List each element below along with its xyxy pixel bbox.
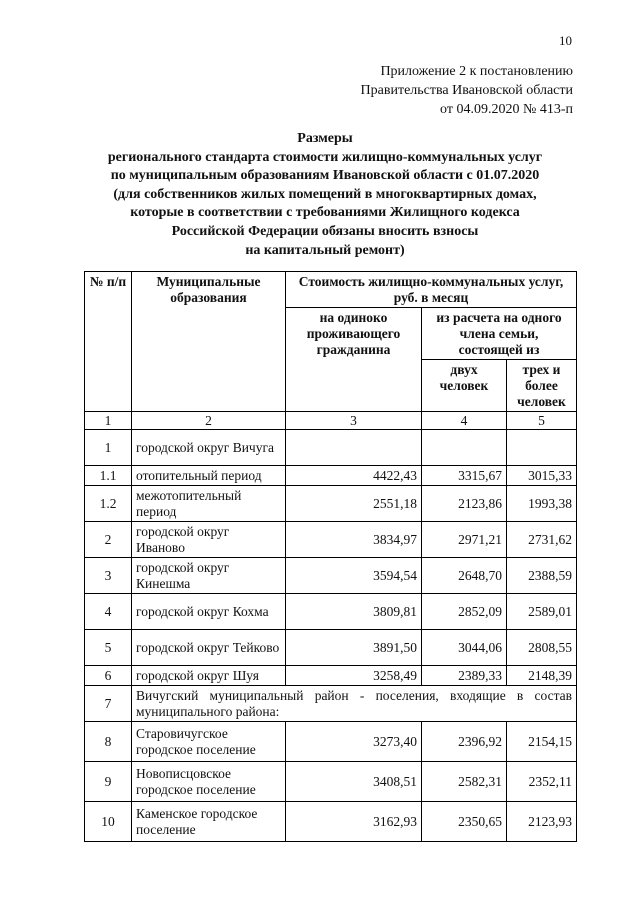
appendix-line: от 04.09.2020 № 413-п bbox=[440, 102, 573, 117]
row-number: 7 bbox=[85, 686, 132, 722]
header-two: двух человек bbox=[422, 360, 507, 412]
row-number: 10 bbox=[85, 802, 132, 842]
column-number: 1 bbox=[85, 412, 132, 430]
row-number: 1.2 bbox=[85, 486, 132, 522]
row-number: 8 bbox=[85, 722, 132, 762]
title-line: на капитальный ремонт) bbox=[245, 242, 405, 258]
cost-single: 2551,18 bbox=[286, 486, 422, 522]
title-line: Российской Федерации обязаны вносить взносы bbox=[171, 223, 479, 239]
cost-two: 2350,65 bbox=[422, 802, 507, 842]
cost-two bbox=[422, 430, 507, 466]
row-number: 5 bbox=[85, 630, 132, 666]
row-number: 4 bbox=[85, 594, 132, 630]
table-row bbox=[85, 522, 577, 558]
cost-three: 2123,93 bbox=[507, 802, 577, 842]
section-heading: Вичугский муниципальный район - поселения, входящие в состав муниципального района: bbox=[132, 686, 577, 722]
table-row bbox=[85, 630, 577, 666]
cost-three: 2148,39 bbox=[507, 666, 577, 686]
table-row bbox=[85, 762, 577, 802]
row-number: 3 bbox=[85, 558, 132, 594]
cost-three: 2388,59 bbox=[507, 558, 577, 594]
row-number: 1 bbox=[85, 430, 132, 466]
cost-single: 3258,49 bbox=[286, 666, 422, 686]
document-title bbox=[60, 130, 590, 260]
cost-single bbox=[286, 430, 422, 466]
municipality-name: городской округ Иваново bbox=[132, 522, 286, 558]
municipality-name: Каменское городское поселение bbox=[132, 802, 286, 842]
municipality-name: отопительный период bbox=[132, 466, 286, 486]
cost-two: 3315,67 bbox=[422, 466, 507, 486]
table-row bbox=[85, 666, 577, 686]
table-row bbox=[85, 558, 577, 594]
cost-three: 3015,33 bbox=[507, 466, 577, 486]
municipality-name: городской округ Тейково bbox=[132, 630, 286, 666]
column-number-row bbox=[85, 412, 577, 430]
cost-two: 2389,33 bbox=[422, 666, 507, 686]
cost-single: 3834,97 bbox=[286, 522, 422, 558]
cost-single: 4422,43 bbox=[286, 466, 422, 486]
cost-three: 2154,15 bbox=[507, 722, 577, 762]
table-row bbox=[85, 594, 577, 630]
municipality-name: городской округ Кинешма bbox=[132, 558, 286, 594]
row-number: 6 bbox=[85, 666, 132, 686]
municipality-name: Новописцовское городское поселение bbox=[132, 762, 286, 802]
cost-single: 3162,93 bbox=[286, 802, 422, 842]
cost-three: 2808,55 bbox=[507, 630, 577, 666]
column-number: 2 bbox=[132, 412, 286, 430]
header-row bbox=[85, 272, 577, 308]
cost-three bbox=[507, 430, 577, 466]
row-number: 2 bbox=[85, 522, 132, 558]
cost-three: 1993,38 bbox=[507, 486, 577, 522]
table-row bbox=[85, 430, 577, 466]
cost-three: 2589,01 bbox=[507, 594, 577, 630]
municipality-name: Старовичугское городское поселение bbox=[132, 722, 286, 762]
column-number: 4 bbox=[422, 412, 507, 430]
cost-single: 3594,54 bbox=[286, 558, 422, 594]
row-number: 1.1 bbox=[85, 466, 132, 486]
column-number: 5 bbox=[507, 412, 577, 430]
cost-two: 2648,70 bbox=[422, 558, 507, 594]
cost-single: 3273,40 bbox=[286, 722, 422, 762]
cost-two: 2396,92 bbox=[422, 722, 507, 762]
title-line: Размеры bbox=[297, 131, 353, 146]
table-row bbox=[85, 486, 577, 522]
municipality-name: городской округ Вичуга bbox=[132, 430, 286, 466]
municipality-name: городской округ Шуя bbox=[132, 666, 286, 686]
rates-table bbox=[84, 271, 577, 842]
municipality-name: городской округ Кохма bbox=[132, 594, 286, 630]
page-number: 10 bbox=[559, 33, 572, 48]
cost-three: 2731,62 bbox=[507, 522, 577, 558]
row-number: 9 bbox=[85, 762, 132, 802]
table-row bbox=[85, 686, 577, 722]
cost-two: 2971,21 bbox=[422, 522, 507, 558]
cost-two: 2582,31 bbox=[422, 762, 507, 802]
cost-two: 3044,06 bbox=[422, 630, 507, 666]
title-line: которые в соответствии с требованиями Жилищного кодекса bbox=[130, 205, 520, 221]
header-per-member: из расчета на одного члена семьи, состоящей из bbox=[422, 308, 577, 360]
title-line: по муниципальным образованиям Ивановской области с 01.07.2020 bbox=[110, 168, 540, 184]
cost-single: 3891,50 bbox=[286, 630, 422, 666]
header-single: на одиноко проживающего гражданина bbox=[286, 308, 422, 412]
title-line: (для собственников жилых помещений в многоквартирных домах, bbox=[113, 186, 537, 202]
cost-two: 2123,86 bbox=[422, 486, 507, 522]
header-num: № п/п bbox=[85, 272, 132, 412]
appendix-note bbox=[361, 62, 573, 119]
appendix-line: Приложение 2 к постановлению bbox=[380, 64, 573, 79]
column-number: 3 bbox=[286, 412, 422, 430]
cost-single: 3809,81 bbox=[286, 594, 422, 630]
header-three: трех и более человек bbox=[507, 360, 577, 412]
table-row bbox=[85, 466, 577, 486]
title-line: регионального стандарта стоимости жилищно-коммунальных услуг bbox=[107, 149, 543, 165]
cost-single: 3408,51 bbox=[286, 762, 422, 802]
cost-two: 2852,09 bbox=[422, 594, 507, 630]
cost-three: 2352,11 bbox=[507, 762, 577, 802]
header-cost: Стоимость жилищно-коммунальных услуг, руб. в месяц bbox=[286, 272, 577, 308]
table-row bbox=[85, 722, 577, 762]
header-municipality: Муниципальные образования bbox=[132, 272, 286, 412]
municipality-name: межотопительный период bbox=[132, 486, 286, 522]
appendix-line: Правительства Ивановской области bbox=[360, 83, 573, 98]
table-row bbox=[85, 802, 577, 842]
